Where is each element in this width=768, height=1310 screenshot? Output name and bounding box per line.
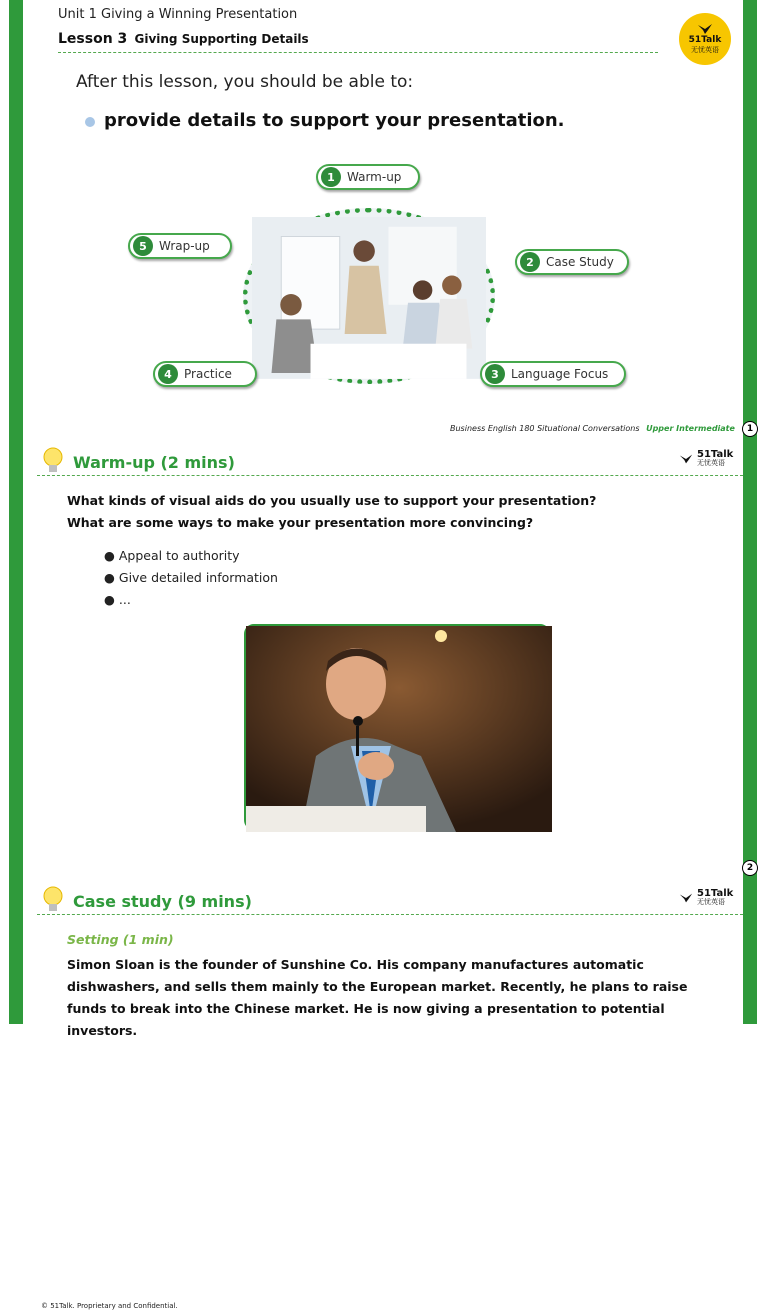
objectives-intro: After this lesson, you should be able to: [76,72,414,92]
step-number: 2 [520,252,540,272]
warm-up-title: Warm-up (2 mins) [73,453,235,472]
page-number-badge: 2 [742,860,758,876]
footer-series: Business English 180 Situational Conversations [450,424,640,433]
step-label: Language Focus [511,367,609,381]
lightbulb-icon [41,446,65,476]
bullet-dot-icon [85,117,95,127]
question-1: What kinds of visual aids do you usually use to support your presentation? [67,493,597,508]
step-number: 3 [485,364,505,384]
logo-sub: 无忧英语 [691,46,719,54]
bird-icon [679,892,693,904]
list-item: ● Appeal to authority [104,548,240,563]
setting-heading: Setting (1 min) [67,932,174,947]
51talk-logo [679,13,731,65]
step-wrap-up [128,233,232,259]
lesson-name: Giving Supporting Details [134,32,309,46]
step-number: 1 [321,167,341,187]
step-number: 4 [158,364,178,384]
section-divider [37,475,743,476]
lesson-cycle-photo [243,208,495,384]
step-label: Case Study [546,255,614,269]
left-green-border [9,0,23,1024]
footer-level: Upper Intermediate [646,424,735,433]
step-warm-up [316,164,420,190]
lesson-number: Lesson 3 [58,31,128,47]
list-item: ● Give detailed information [104,570,278,585]
page-footer [450,424,735,433]
logo-main: 51Talk [697,888,734,899]
logo-main: 51Talk [688,35,722,45]
meeting-photo [252,217,486,379]
page-number-badge: 1 [742,421,758,437]
speaker-illustration [246,626,552,832]
section-divider [37,914,743,915]
unit-title: Unit 1 Giving a Winning Presentation [58,7,298,22]
bird-icon [679,453,693,465]
step-case-study [515,249,629,275]
bird-icon [697,23,713,35]
question-2: What are some ways to make your presentation more convincing? [67,515,534,530]
objective-text: provide details to support your presentation. [104,110,565,131]
step-number: 5 [133,236,153,256]
lesson-title [58,31,309,47]
lightbulb-icon [41,885,65,915]
page-1 [23,0,754,440]
step-label: Warm-up [347,170,402,184]
list-item: ● ... [104,592,131,607]
step-language-focus [480,361,626,387]
51talk-logo-small [679,889,733,907]
logo-sub: 无忧英语 [697,459,725,467]
logo-main: 51Talk [697,449,734,460]
51talk-logo-small [679,450,733,468]
step-practice [153,361,257,387]
copyright-notice: © 51Talk. Proprietary and Confidential. [41,1302,178,1310]
case-study-title: Case study (9 mins) [73,892,252,911]
case-paragraph: Simon Sloan is the founder of Sunshine Co. His company manufactures automatic dishwashers, and sells them mainly to the European market. Recently, he plans to raise funds to break into the Chinese market. He is now giving a presentation to potential investors. [67,957,688,1038]
logo-sub: 无忧英语 [697,898,725,906]
step-label: Practice [184,367,232,381]
step-label: Wrap-up [159,239,210,253]
speaker-photo [244,624,550,830]
header-divider [58,52,658,53]
